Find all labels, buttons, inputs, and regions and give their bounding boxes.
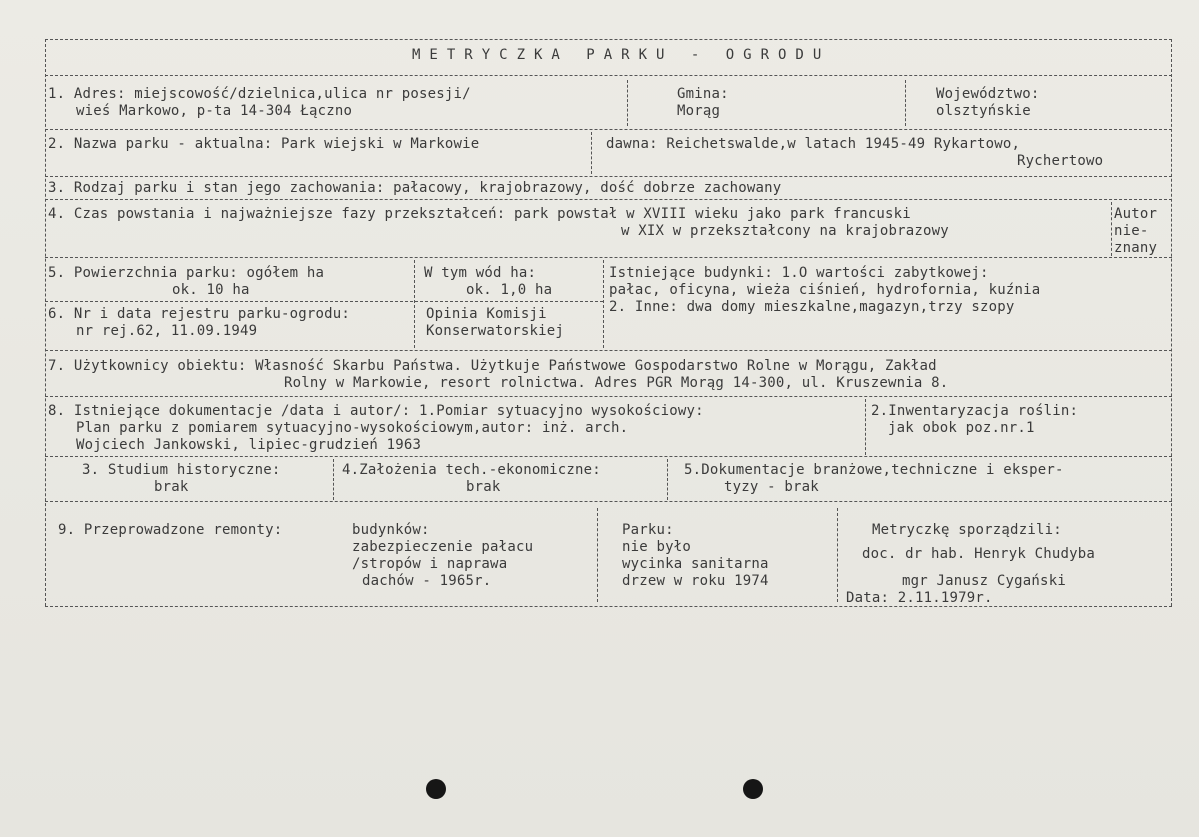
rule-bottom <box>45 606 1172 607</box>
buildings-line-2: pałac, oficyna, wieża ciśnień, hydrofornia, kuźnia <box>609 282 1041 298</box>
branch-docs-line-2: tyzy - brak <box>724 479 819 495</box>
tech-assumptions-label: 4.Założenia tech.-ekonomiczne: <box>342 462 601 478</box>
park-repair-3: wycinka sanitarna <box>622 556 769 572</box>
docs-line-3: Wojciech Jankowski, lipiec-grudzień 1963 <box>76 437 422 453</box>
divider-gmina <box>627 80 628 126</box>
punch-hole-left <box>426 779 446 799</box>
tech-assumptions-value: brak <box>466 479 501 495</box>
gmina-value: Morąg <box>677 103 721 119</box>
divider-woj <box>905 80 906 126</box>
users-line-1: 7. Użytkownicy obiektu: Własność Skarbu Państwa. Użytkuje Państwowe Gospodarstwo Rolne w Morągu, Zakład <box>48 358 937 374</box>
history-line-2: w XIX w przekształcony na krajobrazowy <box>621 223 949 239</box>
docs-line-2: Plan parku z pomiarem sytuacyjno-wysokościowym,autor: inż. arch. <box>76 420 629 436</box>
border-left <box>45 39 46 606</box>
voivodeship-label: Województwo: <box>936 86 1040 102</box>
compiled-date: Data: 2.11.1979r. <box>846 590 993 606</box>
rule-after-1 <box>45 129 1172 130</box>
divider-authors <box>837 508 838 602</box>
rule-under-title <box>45 75 1172 76</box>
buildings-repair-4: dachów - 1965r. <box>362 573 492 589</box>
historical-study-value: brak <box>154 479 189 495</box>
users-line-2: Rolny w Markowie, resort rolnictwa. Adres PGR Morąg 14-300, ul. Kruszewnia 8. <box>284 375 949 391</box>
punch-hole-right <box>743 779 763 799</box>
repairs-label: 9. Przeprowadzone remonty: <box>58 522 283 538</box>
compiled-by-2: mgr Janusz Cygański <box>902 573 1066 589</box>
author-3: znany <box>1114 240 1158 256</box>
divider-inventory <box>865 399 866 455</box>
register-label: 6. Nr i data rejestru parku-ogrodu: <box>48 306 351 322</box>
buildings-repair-1: budynków: <box>352 522 430 538</box>
buildings-repair-2: zabezpieczenie pałacu <box>352 539 534 555</box>
park-type: 3. Rodzaj parku i stan jego zachowania: pałacowy, krajobrazowy, dość dobrze zachowany <box>48 180 782 196</box>
area-label: 5. Powierzchnia parku: ogółem ha <box>48 265 325 281</box>
branch-docs-line-1: 5.Dokumentacje branżowe,techniczne i eksper- <box>684 462 1064 478</box>
compiled-by-1: doc. dr hab. Henryk Chudyba <box>862 546 1095 562</box>
opinion-line-1: Opinia Komisji <box>426 306 547 322</box>
rule-after-6 <box>45 350 1172 351</box>
rule-after-8b <box>45 501 1172 502</box>
rule-after-4 <box>45 257 1172 258</box>
compiled-by-label: Metryczkę sporządzili: <box>872 522 1062 538</box>
park-repair-1: Parku: <box>622 522 674 538</box>
opinion-line-2: Konserwatorskiej <box>426 323 565 339</box>
former-name-1: dawna: Reichetswalde,w latach 1945-49 Rykartowo, <box>606 136 1021 152</box>
park-repair-2: nie było <box>622 539 692 555</box>
water-label: W tym wód ha: <box>424 265 537 281</box>
divider-park <box>597 508 598 602</box>
rule-after-8 <box>45 456 1172 457</box>
park-repair-4: drzew w roku 1974 <box>622 573 769 589</box>
rule-after-2 <box>45 176 1172 177</box>
address-label: 1. Adres: miejscowość/dzielnica,ulica nr posesji/ <box>48 86 471 102</box>
rule-after-5 <box>45 301 603 302</box>
divider-buildings <box>603 260 604 348</box>
divider-doc <box>667 459 668 500</box>
divider-water <box>414 260 415 348</box>
border-right <box>1171 39 1172 606</box>
historical-study-label: 3. Studium historyczne: <box>82 462 281 478</box>
docs-line-1: 8. Istniejące dokumentacje /data i autor/: 1.Pomiar sytuacyjno wysokościowy: <box>48 403 704 419</box>
card-title: METRYCZKA PARKU - OGRODU <box>412 47 831 63</box>
address-value: wieś Markowo, p-ta 14-304 Łączno <box>76 103 353 119</box>
buildings-line-1: Istniejące budynki: 1.O wartości zabytkowej: <box>609 265 989 281</box>
history-line-1: 4. Czas powstania i najważniejsze fazy przekształceń: park powstał w XVIII wieku jako park francuski <box>48 206 911 222</box>
buildings-repair-3: /stropów i naprawa <box>352 556 508 572</box>
gmina-label: Gmina: <box>677 86 729 102</box>
divider-tech <box>333 459 334 500</box>
inventory-line-2: jak obok poz.nr.1 <box>888 420 1035 436</box>
water-value: ok. 1,0 ha <box>466 282 553 298</box>
park-name: 2. Nazwa parku - aktualna: Park wiejski w Markowie <box>48 136 480 152</box>
area-value: ok. 10 ha <box>172 282 250 298</box>
voivodeship-value: olsztyńskie <box>936 103 1031 119</box>
former-name-2: Rychertowo <box>1017 153 1104 169</box>
author-1: Autor <box>1114 206 1158 222</box>
buildings-line-3: 2. Inne: dwa domy mieszkalne,magazyn,trzy szopy <box>609 299 1015 315</box>
rule-top <box>45 39 1172 40</box>
divider-name <box>591 132 592 174</box>
author-2: nie- <box>1114 223 1149 239</box>
inventory-line-1: 2.Inwentaryzacja roślin: <box>871 403 1079 419</box>
rule-after-7 <box>45 396 1172 397</box>
divider-autor <box>1111 202 1112 256</box>
register-value: nr rej.62, 11.09.1949 <box>76 323 258 339</box>
rule-after-3 <box>45 199 1172 200</box>
